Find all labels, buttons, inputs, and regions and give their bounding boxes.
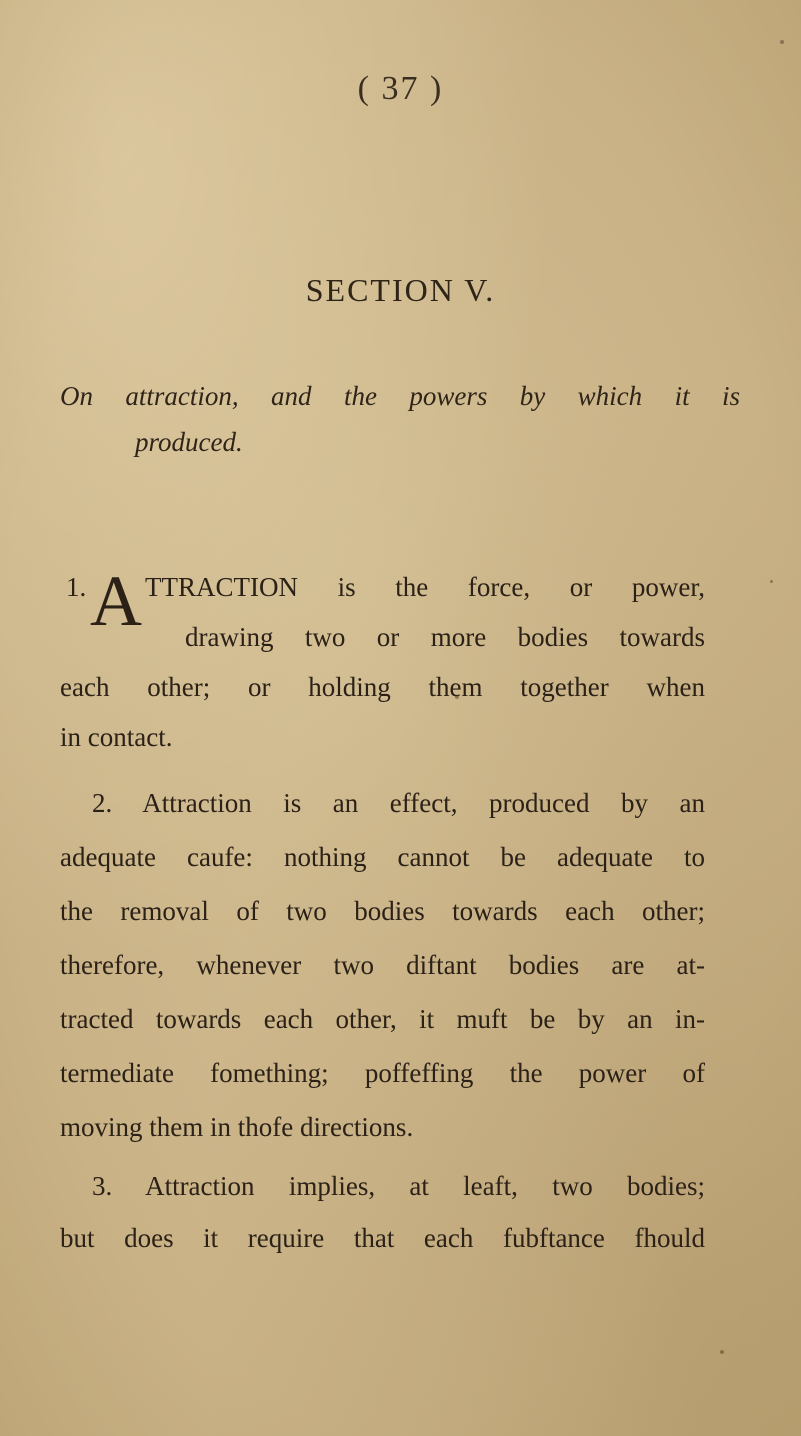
paragraph-3 (60, 1160, 705, 1264)
paragraph-line: moving them in thofe directions. (60, 1112, 414, 1142)
paragraph-line: therefore, whenever two diftant bodies are at- (60, 950, 705, 980)
paragraph-line: adequate caufe: nothing cannot be adequate to (60, 842, 705, 872)
paragraph-line: TTRACTION is the force, or power, (145, 572, 705, 602)
paper-speck (770, 580, 773, 583)
paragraph-number: 1. (66, 572, 87, 602)
paragraph-line: but does it require that each fubftance fhould (60, 1223, 705, 1253)
section-subtitle (60, 373, 740, 465)
drop-cap: A (90, 561, 142, 641)
paper-speck (455, 695, 459, 699)
paragraph-line: 2. Attraction is an effect, produced by an (92, 788, 705, 818)
paragraph-line: termediate fomething; poffeffing the power of (60, 1058, 705, 1088)
paragraph-line: each other; or holding them together when (60, 672, 705, 702)
paper-speck (720, 1350, 724, 1354)
subtitle-line: produced. (135, 427, 243, 457)
page-number: ( 37 ) (357, 70, 444, 107)
paragraph-1 (60, 562, 705, 762)
paragraph-line: drawing two or more bodies towards (185, 622, 705, 652)
paragraph-line: tracted towards each other, it muft be by an in- (60, 1004, 705, 1034)
paper-speck (780, 40, 784, 44)
section-heading: SECTION V. (305, 272, 496, 308)
paragraph-2 (60, 776, 705, 1154)
paragraph-line: 3. Attraction implies, at leaft, two bodies; (92, 1171, 705, 1201)
paragraph-line: the removal of two bodies towards each other; (60, 896, 705, 926)
subtitle-line: On attraction, and the powers by which it is (60, 381, 740, 411)
paragraph-line: in contact. (60, 722, 173, 752)
